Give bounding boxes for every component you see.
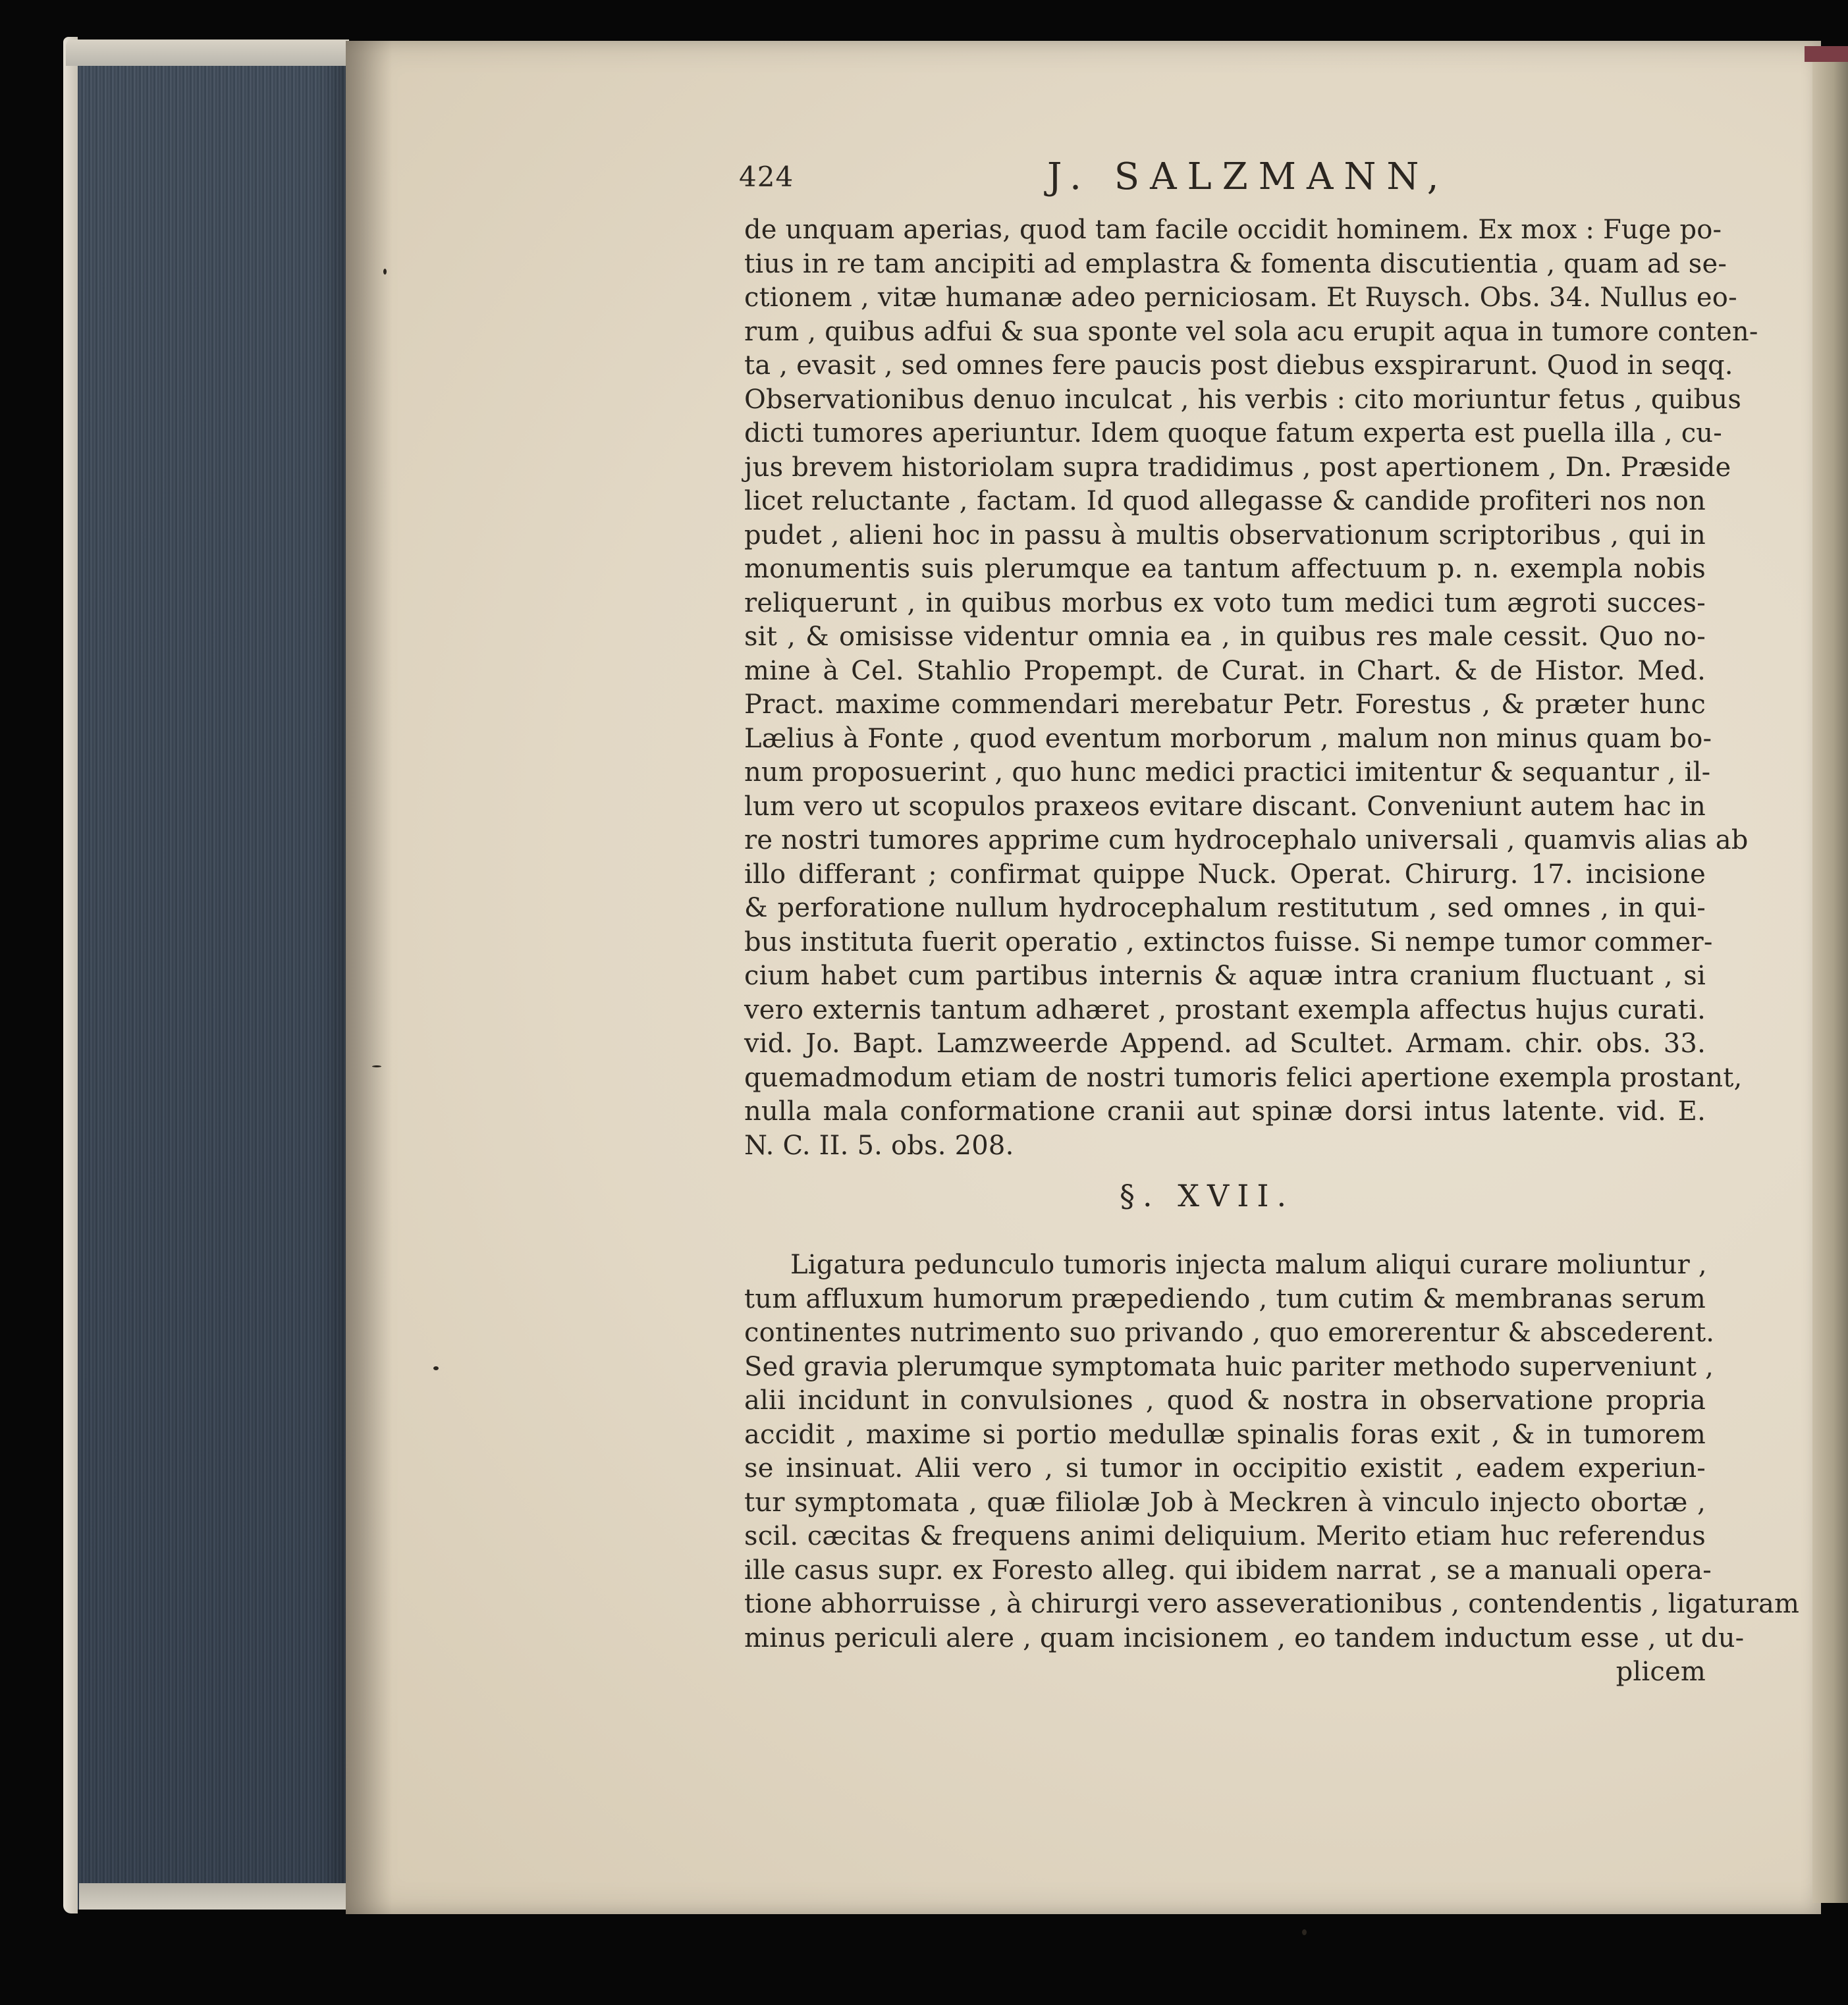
text-line: Observationibus denuo inculcat , his verbis : cito moriuntur fetus , quibus <box>744 384 1742 415</box>
text-line: se insinuat. Alii vero , si tumor in occipitio existit , eadem experiun- <box>744 1453 1706 1484</box>
running-head <box>739 155 1706 201</box>
gutter-shadow <box>346 41 392 1914</box>
section-heading: §. XVII. <box>1120 1178 1295 1214</box>
text-line: Sed gravia plerumque symptomata huic pariter methodo superveniunt , <box>744 1351 1714 1382</box>
page-edges-top <box>66 40 349 66</box>
text-line: mine à Cel. Stahlio Propempt. de Curat. in Chart. & de Histor. Med. <box>744 655 1706 686</box>
text-line: tur symptomata , quæ filiolæ Job à Meckren à vinculo injecto obortæ , <box>744 1487 1706 1518</box>
text-line: tione abhorruisse , à chirurgi vero asseverationibus , contendentis , ligaturam <box>744 1589 1800 1619</box>
text-line: re nostri tumores apprime cum hydrocephalo universali , quamvis alias ab <box>744 825 1749 855</box>
text-line: licet reluctante , factam. Id quod allegasse & candide profiteri nos non <box>744 486 1706 516</box>
text-line: ille casus supr. ex Foresto alleg. qui ibidem narrat , se a manuali opera- <box>744 1555 1712 1586</box>
catchword: plicem <box>1616 1657 1706 1687</box>
text-line: pudet , alieni hoc in passu à multis observationum scriptoribus , qui in <box>744 520 1706 550</box>
text-line: rum , quibus adfui & sua sponte vel sola acu erupit aqua in tumore conten- <box>744 316 1758 347</box>
text-line: vid. Jo. Bapt. Lamzweerde Append. ad Scultet. Armam. chir. obs. 33. <box>744 1029 1706 1059</box>
page-edges <box>66 40 349 1910</box>
text-line: Pract. maxime commendari merebatur Petr. Forestus , & præter hunc <box>744 689 1706 720</box>
text-line: lum vero ut scopulos praxeos evitare discant. Conveniunt autem hac in <box>744 791 1706 822</box>
text-line: minus periculi alere , quam incisionem , eo tandem inductum esse , ut du- <box>744 1622 1745 1653</box>
text-line: Lælius à Fonte , quod eventum morborum , malum non minus quam bo- <box>744 723 1712 754</box>
text-line: ctionem , vitæ humanæ adeo perniciosam. Et Ruysch. Obs. 34. Nullus eo- <box>744 282 1737 313</box>
running-title: J. SALZMANN, <box>1047 155 1450 198</box>
text-line: tius in re tam ancipiti ad emplastra & fomenta discutientia , quam ad se- <box>744 248 1727 279</box>
page-text <box>739 155 1800 1690</box>
text-line: accidit , maxime si portio medullæ spinalis foras exit , & in tumorem <box>744 1419 1706 1450</box>
text-line: cium habet cum partibus internis & aquæ intra cranium fluctuant , si <box>744 961 1706 991</box>
text-line: bus instituta fuerit operatio , extinctos fuisse. Si nempe tumor commer- <box>744 926 1713 957</box>
text-line: scil. cæcitas & frequens animi deliquium. Merito etiam huc referendus <box>744 1521 1706 1551</box>
text-line: jus brevem historiolam supra tradidimus , post apertionem , Dn. Præside <box>744 452 1731 483</box>
text-line: ta , evasit , sed omnes fere paucis post diebus exspirarunt. Quod in seqq. <box>744 350 1733 381</box>
text-line: vero externis tantum adhæret , prostant exempla affectus hujus curati. <box>744 994 1706 1025</box>
text-line: continentes nutrimento suo privando , quo emorerentur & abscederent. <box>744 1318 1715 1348</box>
cover-edge <box>63 37 78 1913</box>
text-line: Ligatura pedunculo tumoris injecta malum aliqui curare moliuntur , <box>790 1250 1707 1280</box>
text-line: illo differant ; confirmat quippe Nuck. Operat. Chirurg. 17. incisione <box>744 859 1706 890</box>
text-line: num proposuerint , quo hunc medici practici imitentur & sequantur , il- <box>744 757 1711 788</box>
text-line: sit , & omisisse videntur omnia ea , in quibus res male cessit. Quo no- <box>744 622 1706 652</box>
facing-page-edge <box>1812 53 1848 1903</box>
bookmark-strap <box>1805 46 1848 62</box>
text-line: & perforatione nullum hydrocephalum restitutum , sed omnes , in qui- <box>744 893 1706 923</box>
text-line: dicti tumores aperiuntur. Idem quoque fatum experta est puella illa , cu- <box>744 418 1722 448</box>
page-edges-bottom <box>79 1883 349 1910</box>
paragraph-continued <box>744 213 1758 1163</box>
text-line: N. C. II. 5. obs. 208. <box>744 1130 1014 1161</box>
text-line: tum affluxum humorum præpediendo , tum cutim & membranas serum <box>744 1283 1706 1314</box>
text-line: monumentis suis plerumque ea tantum affectuum p. n. exempla nobis <box>744 554 1706 584</box>
page-number: 424 <box>739 161 794 193</box>
text-line: nulla mala conformatione cranii aut spinæ dorsi intus latente. vid. E. <box>744 1096 1706 1127</box>
text-line: reliquerunt , in quibus morbus ex voto tum medici tum ægroti succes- <box>744 587 1706 618</box>
text-line: quemadmodum etiam de nostri tumoris felici apertione exempla prostant, <box>744 1062 1743 1093</box>
text-line: de unquam aperias, quod tam facile occidit hominem. Ex mox : Fuge po- <box>744 215 1722 245</box>
paragraph <box>744 1248 1800 1690</box>
text-line: alii incidunt in convulsiones , quod & nostra in observatione propria <box>744 1385 1706 1416</box>
